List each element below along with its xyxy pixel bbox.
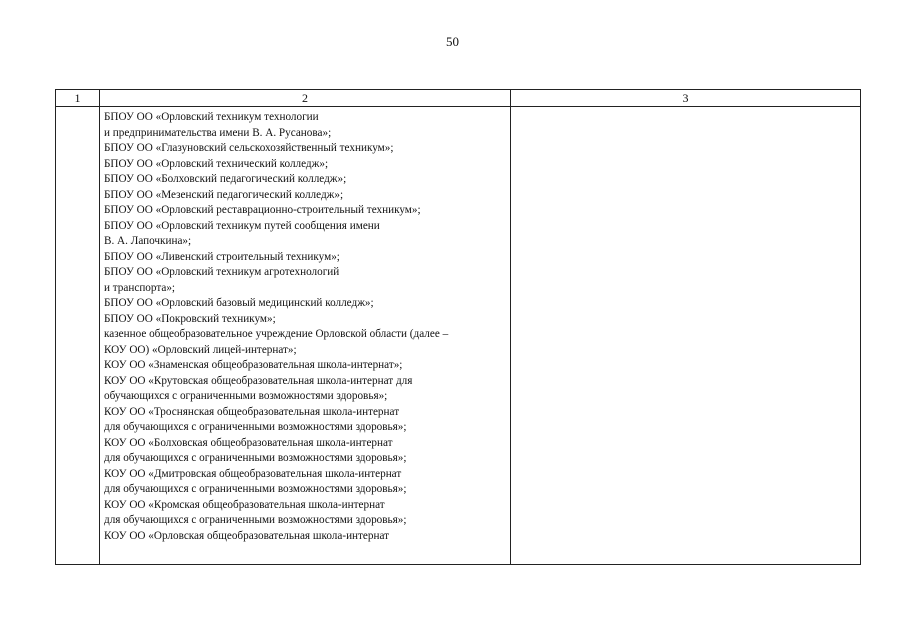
table-cell-line: КОУ ОО «Крутовская общеобразовательная школа-интернат для <box>104 374 413 387</box>
table-cell-line: БПОУ ОО «Ливенский строительный техникум»; <box>104 250 340 263</box>
column-header-1: 1 <box>74 91 81 105</box>
table-cell-line: КОУ ОО «Троснянская общеобразовательная школа-интернат <box>104 405 400 418</box>
table-cell-line: БПОУ ОО «Орловский технический колледж»; <box>104 157 329 170</box>
table-cell-line: БПОУ ОО «Мезенский педагогический колледж»; <box>104 188 344 201</box>
table-cell-line: КОУ ОО) «Орловский лицей-интернат»; <box>104 343 297 356</box>
document-table <box>55 89 861 565</box>
table-cell-line: БПОУ ОО «Орловский базовый медицинский колледж»; <box>104 297 374 309</box>
page-number: 50 <box>446 34 459 49</box>
table-cell-line: КОУ ОО «Знаменская общеобразовательная школа-интернат»; <box>104 359 403 371</box>
table-cell-line: казенное общеобразовательное учреждение Орловской области (далее – <box>104 328 449 340</box>
table-cell-line: обучающихся с ограниченными возможностями здоровья»; <box>104 390 388 402</box>
table-cell-line: для обучающихся с ограниченными возможностями здоровья»; <box>104 514 407 526</box>
table-cell-line: БПОУ ОО «Орловский техникум технологии <box>104 111 319 123</box>
table-cell-line: КОУ ОО «Дмитровская общеобразовательная школа-интернат <box>104 467 402 480</box>
table-cell-line: для обучающихся с ограниченными возможностями здоровья»; <box>104 452 407 464</box>
table-cell-line: и предпринимательства имени В. А. Русанова»; <box>104 126 332 139</box>
column-header-2: 2 <box>302 91 308 105</box>
table-cell-line: для обучающихся с ограниченными возможностями здоровья»; <box>104 421 407 433</box>
column-header-3: 3 <box>682 91 689 105</box>
column-2-content <box>104 110 514 544</box>
table-cell-line: БПОУ ОО «Глазуновский сельскохозяйственный техникум»; <box>104 142 394 154</box>
table-cell-line: БПОУ ОО «Покровский техникум»; <box>104 312 276 325</box>
table-cell-line: и транспорта»; <box>104 281 176 294</box>
table-cell-line: БПОУ ОО «Орловский реставрационно-строительный техникум»; <box>104 204 421 216</box>
table-cell-line: КОУ ОО «Болховская общеобразовательная школа-интернат <box>104 436 393 449</box>
table-cell-line: БПОУ ОО «Болховский педагогический колледж»; <box>104 173 347 185</box>
table-cell-line: КОУ ОО «Кромская общеобразовательная школа-интернат <box>104 498 385 511</box>
table-cell-line: КОУ ОО «Орловская общеобразовательная школа-интернат <box>104 529 390 542</box>
table-cell-line: для обучающихся с ограниченными возможностями здоровья»; <box>104 483 407 495</box>
header-row-divider <box>56 106 860 107</box>
table-cell-line: БПОУ ОО «Орловский техникум путей сообщения имени <box>104 219 380 232</box>
table-cell-line: В. А. Лапочкина»; <box>104 235 192 247</box>
column-divider-1-2 <box>99 90 100 564</box>
table-cell-line: БПОУ ОО «Орловский техникум агротехнологий <box>104 266 340 278</box>
